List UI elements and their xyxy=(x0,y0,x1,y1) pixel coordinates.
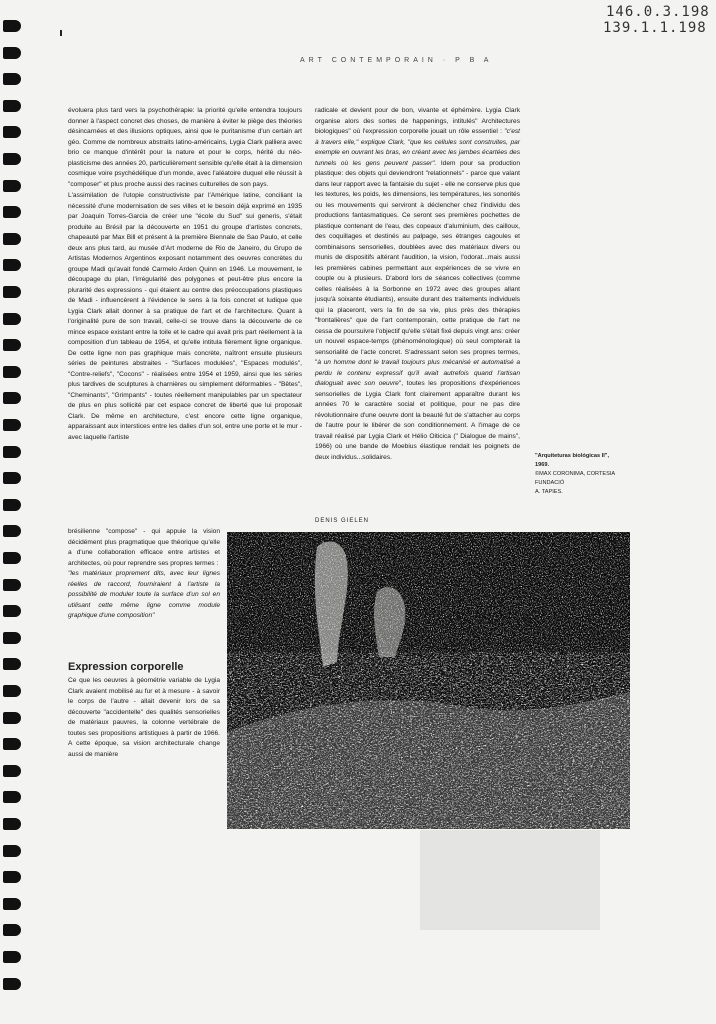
right-quote-a: "c'est à travers elle," explique Clark, "que les cellules sont construites, par exemple en ouvrant les bras, en créant avec les jambes écartées des tunnels où les gens peuvent passer". xyxy=(315,128,520,167)
left-paragraph-4: Ce que les oeuvres à géométrie variable de Lygia Clark avaient mobilisé au fur et à mesure - à savoir le corps de l'autre - allait devenir lors de sa découverte "accidentelle" des qualités sensorielles de matériaux pauvres, la colonne vertébrale de toutes ses propositions artistiques à partir de 1966. A cette époque, sa vision architecturale change aussi de manière xyxy=(68,677,220,758)
left-paragraph-1: évoluera plus tard vers la psychothérapie: la priorité qu'elle entendra toujours donner à l'aspect concret des choses, de manière à éviter le piège des théories désincarnées et des illusions optiques, ainsi que le puritanisme d'un certain art géo. Comme de nombreux abstraits latino-américains, Lygia Clark palliera avec brio ce manque d'intérêt pour la nature et pour le corps, hérité du néo-plasticisme des années 20, particulièrement sensible qu'elle était à la dimension cosmique voire psychédélique d'un monde, avec l'aléatoire duquel elle réussit à "composer" et plus proche aussi des racines culturelles de son pays. xyxy=(68,107,302,188)
running-head: ART CONTEMPORAIN · P B A xyxy=(300,57,493,64)
author-signature: DENIS GIELEN xyxy=(315,518,370,524)
binding-ring xyxy=(3,951,21,963)
binding-ring xyxy=(3,233,21,245)
binding-ring xyxy=(3,313,21,325)
left-quote: "les matériaux proprement dits, avec leur lignes réelles de raccord, fourniraient à l'artiste la possibilité de moduler toute la surface d'un sol en utilisant cette même ligne comme module graphique d'une composition" xyxy=(68,570,220,619)
performance-photograph xyxy=(227,532,630,829)
handwritten-number-1: 146.0.3.198 xyxy=(606,4,710,20)
binding-ring xyxy=(3,818,21,830)
binding-ring xyxy=(3,685,21,697)
left-column-bottom xyxy=(68,676,220,760)
caption-credit: ©MAX CORONIMA, CORTESIA FUNDACIÓ xyxy=(535,471,615,486)
binding-ring xyxy=(3,366,21,378)
binding-ring xyxy=(3,100,21,112)
binding-ring xyxy=(3,845,21,857)
binding-ring xyxy=(3,206,21,218)
caption-credit-2: A. TAPIES. xyxy=(535,489,563,495)
right-quote-b: à un homme dont le travail toujours plus mécanisé et automatisé a perdu le contenu expressif qu'il avait autrefois quand l'artisan dialoguait avec son oeuvre xyxy=(315,359,520,387)
binding-ring xyxy=(3,765,21,777)
binding-ring xyxy=(3,153,21,165)
binding-ring xyxy=(3,73,21,85)
binding-ring xyxy=(3,339,21,351)
left-paragraph-3: brésilienne "compose" - qui appuie la vision décidément plus pragmatique que théorique qu'elle a d'une collaboration efficace entre artistes et architectes, où pour reprendre ses propres termes : xyxy=(68,528,220,567)
binding-ring xyxy=(3,525,21,537)
binding-ring xyxy=(3,446,21,458)
figure-caption xyxy=(535,452,630,497)
binding-ring xyxy=(3,738,21,750)
page-mark xyxy=(60,30,62,36)
binding-ring xyxy=(3,286,21,298)
binding-ring xyxy=(3,392,21,404)
binding-ring xyxy=(3,871,21,883)
left-column-narrow xyxy=(68,527,220,622)
binding-ring xyxy=(3,898,21,910)
binding-ring xyxy=(3,712,21,724)
right-text-c: ", toutes les propositions d'expériences sensorielles de Lygia Clark font clairement apparaître durant les années 70 le caractère social et politique, pour ne pas dire révolutionnaire d'une oeuvre dont la beauté fut de s'attacher au corps de l'autre pour le libérer de son conditionnement. A l'image de ce travail réalisé par Lygia Clark et Hélio Oiticica (" Dialogue de mains", 1966) où une bande de Moebius élastique rendait les poignets de deux individus...solidaires. xyxy=(315,380,520,461)
right-text-a: radicale et devient pour de bon, vivante et éphémère. Lygia Clark organise alors des sortes de happenings, intitulés" Architectures biologiques" où l'expression corporelle jouait un rôle essentiel : xyxy=(315,107,520,135)
binding-ring xyxy=(3,579,21,591)
spiral-binding xyxy=(0,20,22,1020)
caption-year: 1969. xyxy=(535,462,549,468)
left-paragraph-2: L'assimilation de l'utopie constructiviste par l'Amérique latine, conciliant la nécessité d'une modernisation de ses villes et le besoin déjà exprimé en 1935 par Joaquin Torres-Garcia de créer une "école du Sud" sui generis, s'était produite au Brésil par la découverte en 1951 du groupe d'artistes concrets, chapeauté par Max Bill et présent à la première Biennale de Sao Paulo, et celle deux ans plus tard, au musée d'Art moderne de Rio de Janeiro, du Grupo de Artistas Modernos Argentinos exposant notamment des oeuvres concrètes du groupe Madi qu'avait fondé Carmelo Arden Quinn en 1946. Le mouvement, le découpage du plan, l'irrégularité des polygones et peut-être plus encore la plurarité des expressions - qui étaient au centre des préoccupations plastiques de Madi - influencèrent à l'évidence le sens à la fois concret et ludique que Lygia Clark allait donner à sa pratique de l'art et de l'architecture. Quant à l'originalité pure de son travail, celle-ci se trouve dans la découverte de ce mince espace existant entre la toile et le cadre qui avait pris part réellement à la composition d'un tableau de 1954, et qu'elle intitula fièrement ligne organique. De cette ligne non pas graphique mais concrète, naîtront ensuite plusieurs séries de peintures abstraites - "Surfaces modulées", "Espaces modulés", "Contre-reliefs", "Cocons" - réalisées entre 1954 et 1959, ainsi que les séries plus tardives de sculptures à charnières ou simplement déformables - "Bêtes", "Cheminants", "Grimpants" - toutes réellement manipulables par un spectateur de plus en plus sollicité par cet espace concret de liberté que lui proposait Clark. De même en architecture, c'est encore cette ligne organique, apparaissant aux interstices entre les dalles d'un sol, entre une porte et le mur - avec laquelle l'artiste xyxy=(68,192,302,441)
binding-ring xyxy=(3,180,21,192)
binding-ring xyxy=(3,499,21,511)
binding-ring xyxy=(3,791,21,803)
handwritten-number-2: 139.1.1.198 xyxy=(603,20,707,36)
binding-ring xyxy=(3,605,21,617)
caption-title: "Arquiteturas biológicas II", xyxy=(535,453,609,459)
binding-ring xyxy=(3,472,21,484)
subheading: Expression corporelle xyxy=(68,661,184,673)
binding-ring xyxy=(3,47,21,59)
photo-image xyxy=(227,532,630,829)
left-column xyxy=(68,106,302,443)
binding-ring xyxy=(3,259,21,271)
binding-ring xyxy=(3,978,21,990)
binding-ring xyxy=(3,632,21,644)
binding-ring xyxy=(3,126,21,138)
show-through-shadow xyxy=(420,830,600,930)
binding-ring xyxy=(3,924,21,936)
right-column xyxy=(315,106,520,463)
binding-ring xyxy=(3,552,21,564)
binding-ring xyxy=(3,20,21,32)
right-text-b: Idem pour sa production plastique: des objets qui deviendront "relationnels" - parce que valant dans leur rapport avec la fantaisie du sujet - elle ne conserve plus que les textures, les poids, les dimensions, les températures, les sonorités ou les mouvements qui serviront à déclencher chez l'individu des productions fantasmatiques. Ce seront ses premières pochettes de plastique contenant de l'eau, des copeaux d'aluminium, des cailloux, des coquillages et destinés au palpage, ses étranges cagoules et combinaisons sensorielles, doublées avec des matériaux divers ou munis de dispositifs altérant l'audition, la vision, l'odorat...mais aussi les premières cabines permettant aux expériences de se vivre en couple ou à plusieurs. D'abord lors de séances collectives (comme celles réalisées à la Sorbonne en 1972 avec des groupes allant jusqu'à soixante étudiants), ensuite durant des traitements individuels qui la placeront, vers la fin de sa vie, plus près des thérapies "frontalières" que de l'art contemporain, cette pratique de l'art ne cessa de poursuivre l'objectif qu'elle s'était fixé depuis vingt ans: créer un nouvel espace-temps (phénoménologique) où seul compterait la sensorialité de l'acte concret. S'adressant selon ses propres termes, " xyxy=(315,159,520,366)
binding-ring xyxy=(3,658,21,670)
binding-ring xyxy=(3,419,21,431)
